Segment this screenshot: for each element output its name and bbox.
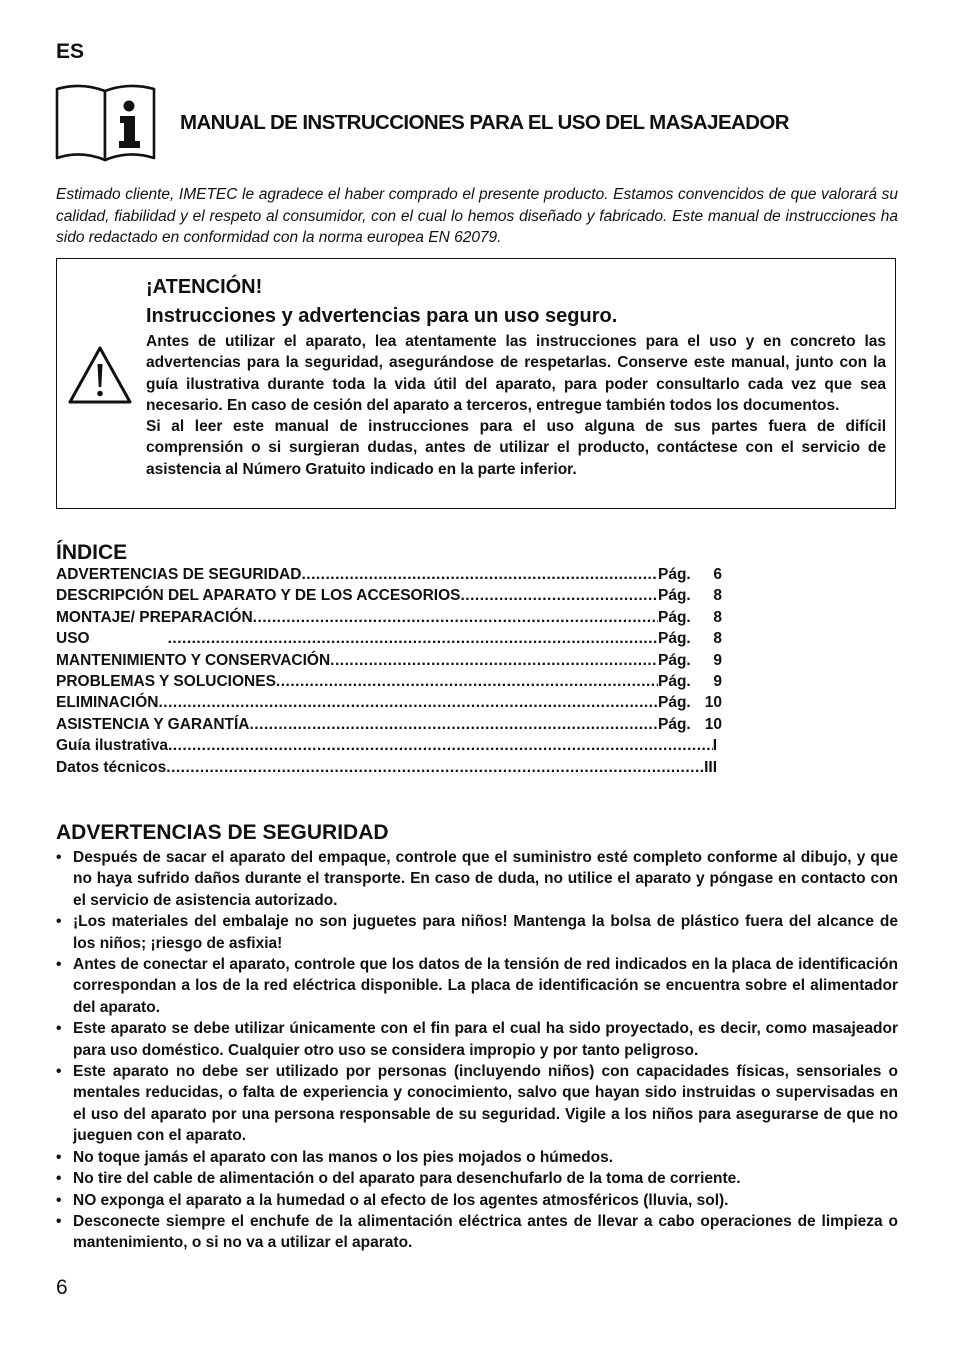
bullet-icon: • [56,1212,62,1230]
manual-title: MANUAL DE INSTRUCCIONES PARA EL USO DEL MASAJEADOR [180,111,789,134]
list-item: • NO exponga el aparato a la humedad o al efecto de los agentes atmosféricos (lluvia, sol). [56,1190,898,1211]
info-book-icon [55,82,157,162]
bullet-icon: • [56,1063,62,1081]
bullet-icon: • [56,849,62,866]
bullet-icon: • [56,1170,62,1188]
list-item: • No tire del cable de alimentación o del aparato para desenchufarlo de la toma de corriente. [56,1168,898,1189]
list-item: • Este aparato se debe utilizar únicamente con el fin para el cual ha sido proyectado, es decir, como masajeador para uso doméstico. Cualquier otro uso se considera impropio y por tanto peligroso. [56,1020,898,1059]
list-item: • ¡Los materiales del embalaje no son juguetes para niños! Mantenga la bolsa de plástico fuera del alcance de los niños; ¡riesgo de asfixia! [56,913,898,952]
warning-paragraph-2: Si al leer este manual de instrucciones para el uso alguna de sus partes fuera de difícil comprensión o si surgieran dudas, antes de utilizar el producto, contáctese con el servicio de asistencia al Número Gratuito indicado en la parte inferior. [146,418,886,478]
toc-item[interactable]: Guía ilustrativa ..... I [56,735,722,756]
toc-item[interactable]: PROBLEMAS Y SOLUCIONES ..... Pág. 9 [56,671,722,692]
safety-list [56,847,898,1254]
list-item: • Después de sacar el aparato del empaque, controle que el suministro esté completo conforme al dibujo, y que no haya sufrido daños durante el transporte. En caso de duda, no utilice el aparato y póngase en contacto con el servicio de asistencia autorizado. [56,849,898,909]
bullet-icon: • [56,1191,62,1209]
toc-item[interactable]: MANTENIMIENTO Y CONSERVACIÓN ..... Pág. 9 [56,650,722,671]
warning-subheading: Instrucciones y advertencias para un uso seguro. [146,305,618,327]
toc-item[interactable]: USO ..... Pág. 8 [56,628,722,649]
toc-item[interactable]: ADVERTENCIAS DE SEGURIDAD ..... Pág. 6 [56,564,722,585]
list-item: • No toque jamás el aparato con las manos o los pies mojados o húmedos. [56,1147,898,1168]
warning-content [146,273,886,480]
bullet-icon: • [56,956,62,974]
list-item: • Desconecte siempre el enchufe de la alimentación eléctrica antes de llevar a cabo operaciones de limpieza o mantenimiento, o si no va a utilizar el aparato. [56,1212,898,1252]
bullet-icon: • [56,1020,62,1038]
language-code: ES [56,40,85,63]
safety-section-heading: ADVERTENCIAS DE SEGURIDAD [56,821,389,844]
warning-paragraph-1: Antes de utilizar el aparato, lea atentamente las instrucciones para el uso y en concreto las advertencias para la seguridad, asegurándose de respetarlas. Conserve este manual, junto con la guía ilustrativa durante toda la vida útil del aparato, para poder consultarlo cada vez que sea necesario. En caso de cesión del aparato a terceros, entregue también todos los documentos. [146,333,886,414]
list-item: • Antes de conectar el aparato, controle que los datos de la tensión de red indicados en la placa de identificación correspondan a los de la red eléctrica disponible. La placa de identificación se encuentra sobre el alimentador del aparato. [56,956,898,1016]
table-of-contents [56,564,722,778]
list-item: • Este aparato no debe ser utilizado por personas (incluyendo niños) con capacidades físicas, sensoriales o mentales reducidas, o falta de experiencia y conocimiento, salvo que hayan sido instruidas o supervisadas en el uso del aparato por una persona responsable de su seguridad. Vigile a los niños para asegurarse de que no jueguen con el aparato. [56,1063,898,1145]
bullet-icon: • [56,1148,62,1166]
safety-warning-box [56,258,896,509]
toc-item[interactable]: MONTAJE/ PREPARACIÓN ..... Pág. 8 [56,607,722,628]
toc-item[interactable]: DESCRIPCIÓN DEL APARATO Y DE LOS ACCESORIOS ..... Pág. 8 [56,585,722,606]
toc-item[interactable]: Datos técnicos ..... III [56,757,722,778]
warning-heading: ¡ATENCIÓN! [146,276,263,298]
index-heading: ÍNDICE [56,541,128,564]
intro-paragraph: Estimado cliente, IMETEC le agradece el haber comprado el presente producto. Estamos convencidos de que valorará su calidad, fiabilidad y el respeto al consumidor, con el cual lo hemos diseñado y fabricado. Este manual de instrucciones ha sido redactado en conformidad con la norma europea EN 62079. [56,186,898,246]
bullet-icon: • [56,913,62,931]
warning-triangle-icon [68,345,132,405]
toc-item[interactable]: ASISTENCIA Y GARANTÍA ..... Pág. 10 [56,714,722,735]
toc-item[interactable]: ELIMINACIÓN ..... Pág. 10 [56,692,722,713]
page-number: 6 [56,1276,68,1299]
